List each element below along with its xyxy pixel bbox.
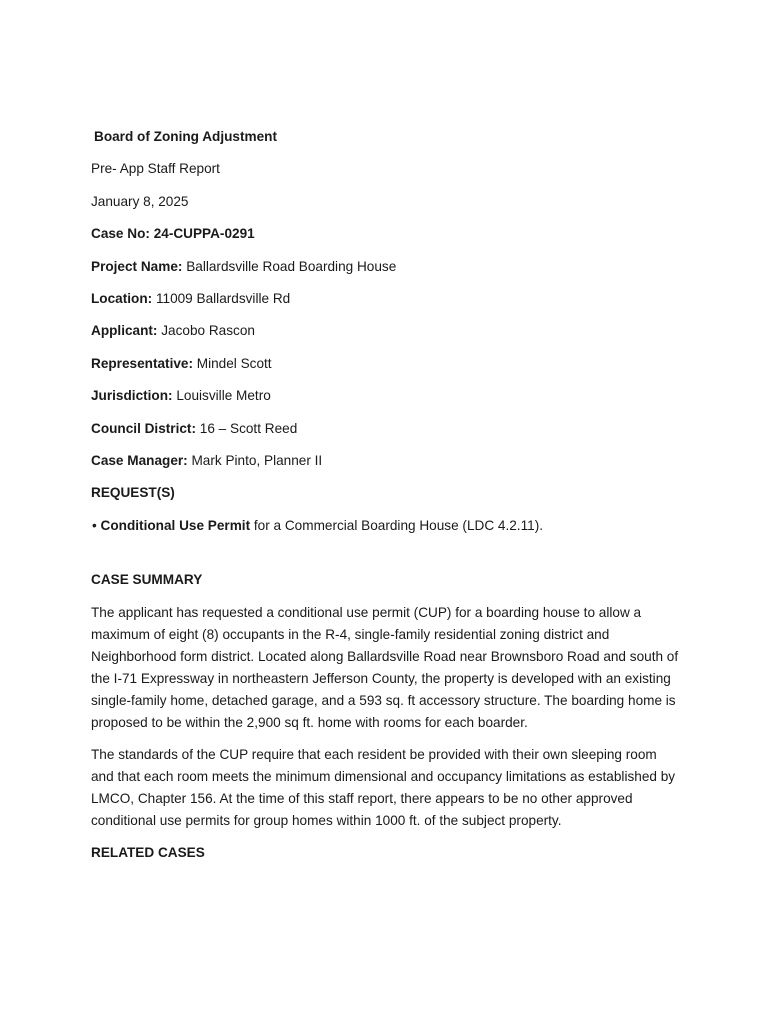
- field-label: Representative:: [91, 355, 193, 371]
- case-number: [91, 223, 683, 245]
- report-subtitle: Pre- App Staff Report: [91, 161, 220, 177]
- requests-heading: REQUEST(S): [91, 485, 175, 501]
- summary-paragraph: The applicant has requested a conditional use permit (CUP) for a boarding house to allow a maximum of eight (8) occupants in the R-4, single-family residential zoning district and Neighborhood form district. Located along Ballardsville Road near Brownsboro Road and south of the I-71 Expressway in northeastern Jefferson County, the property is developed with an existing single-family home, detached garage, and a 593 sq. ft accessory structure. The boarding home is proposed to be within the 2,900 sq ft. home with rooms for each boarder.: [91, 604, 679, 730]
- field-applicant: [91, 320, 683, 342]
- related-cases-heading: RELATED CASES: [91, 844, 205, 860]
- report-date: January 8, 2025: [91, 193, 189, 209]
- field-council-district: [91, 418, 683, 440]
- case-number-value: 24-CUPPA-0291: [153, 226, 255, 242]
- case-number-label: Case No:: [91, 226, 150, 242]
- case-summary-heading: CASE SUMMARY: [91, 572, 203, 588]
- request-item-text: for a Commercial Boarding House (LDC 4.2.11).: [253, 517, 544, 533]
- request-item-bold: Conditional Use Permit: [100, 517, 251, 533]
- field-value: Mark Pinto, Planner II: [191, 452, 323, 468]
- report-title: Board of Zoning Adjustment: [94, 129, 277, 144]
- field-label: Applicant:: [91, 323, 158, 339]
- field-label: Jurisdiction:: [91, 388, 173, 404]
- field-label: Project Name:: [91, 258, 183, 274]
- field-project-name: [91, 256, 683, 278]
- field-value: 16 – Scott Reed: [199, 420, 298, 436]
- field-label: Case Manager:: [91, 452, 188, 468]
- field-value: Jacobo Rascon: [161, 323, 255, 339]
- field-location: [91, 288, 683, 310]
- field-value: Louisville Metro: [176, 388, 271, 404]
- bullet-icon: •: [92, 517, 97, 533]
- request-item: [91, 515, 683, 537]
- summary-paragraph: The standards of the CUP require that each resident be provided with their own sleeping room and that each room meets the minimum dimensional and occupancy limitations as established by LMCO, Chapter 156. At the time of this staff report, there appears to be no other approved conditional use permits for group homes within 1000 ft. of the subject property.: [91, 746, 676, 828]
- field-jurisdiction: [91, 385, 683, 407]
- field-value: Mindel Scott: [196, 355, 272, 371]
- field-label: Location:: [91, 290, 153, 306]
- field-value: Ballardsville Road Boarding House: [186, 258, 397, 274]
- field-value: 11009 Ballardsville Rd: [155, 290, 291, 306]
- field-representative: [91, 353, 683, 375]
- staff-report: [91, 126, 683, 874]
- field-label: Council District:: [91, 420, 196, 436]
- field-case-manager: [91, 450, 683, 472]
